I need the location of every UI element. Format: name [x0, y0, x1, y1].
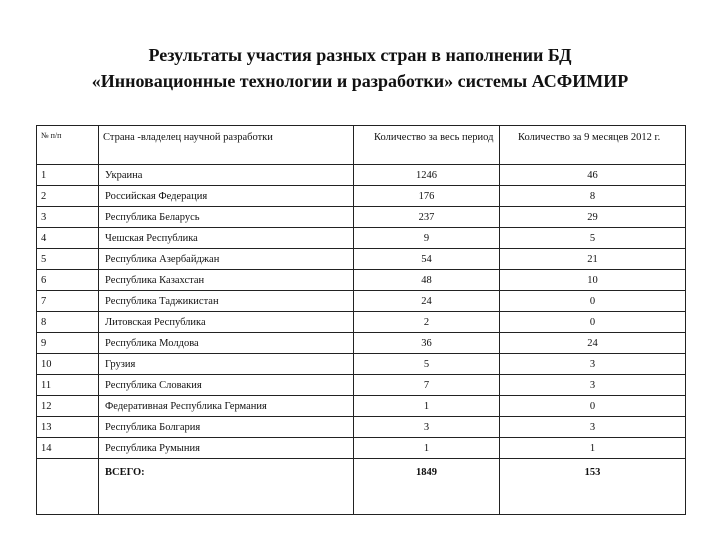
row-country: Федеративная Республика Германия [99, 396, 354, 417]
row-total: 5 [354, 354, 500, 375]
row-total: 237 [354, 207, 500, 228]
row-total: 1246 [354, 165, 500, 186]
row-number: 13 [37, 417, 99, 438]
row-total: 54 [354, 249, 500, 270]
row-number: 3 [37, 207, 99, 228]
row-number: 11 [37, 375, 99, 396]
row-country: Республика Болгария [99, 417, 354, 438]
row-country: Республика Румыния [99, 438, 354, 459]
header-total-period: Количество за весь период [354, 126, 500, 165]
row-total: 176 [354, 186, 500, 207]
row-number: 6 [37, 270, 99, 291]
row-nine-months: 3 [500, 354, 686, 375]
row-number: 10 [37, 354, 99, 375]
row-total: 1 [354, 396, 500, 417]
table-row [37, 270, 686, 291]
row-country: Литовская Республика [99, 312, 354, 333]
row-number: 5 [37, 249, 99, 270]
row-country: Чешская Республика [99, 228, 354, 249]
header-country: Страна -владелец научной разработки [99, 126, 354, 165]
title-line-1: Результаты участия разных стран в наполнении БД [148, 45, 572, 65]
results-table [36, 125, 686, 515]
row-total: 2 [354, 312, 500, 333]
page-title [0, 42, 720, 94]
totals-nine-months: 153 [500, 459, 686, 515]
totals-label: ВСЕГО: [99, 459, 354, 515]
row-number: 1 [37, 165, 99, 186]
row-nine-months: 10 [500, 270, 686, 291]
row-total: 24 [354, 291, 500, 312]
table-row [37, 207, 686, 228]
row-country: Республика Словакия [99, 375, 354, 396]
table-row [37, 333, 686, 354]
table-row [37, 312, 686, 333]
row-number: 9 [37, 333, 99, 354]
row-total: 1 [354, 438, 500, 459]
totals-total: 1849 [354, 459, 500, 515]
table-row [37, 354, 686, 375]
row-nine-months: 29 [500, 207, 686, 228]
row-number: 14 [37, 438, 99, 459]
row-nine-months: 5 [500, 228, 686, 249]
row-number: 7 [37, 291, 99, 312]
row-nine-months: 3 [500, 417, 686, 438]
row-total: 36 [354, 333, 500, 354]
row-number: 2 [37, 186, 99, 207]
title-line-2: «Инновационные технологии и разработки» системы АСФИМИР [91, 71, 629, 91]
row-nine-months: 1 [500, 438, 686, 459]
row-number: 8 [37, 312, 99, 333]
totals-empty-cell [37, 459, 99, 515]
table-row [37, 228, 686, 249]
header-nine-months: Количество за 9 месяцев 2012 г. [500, 126, 686, 165]
row-nine-months: 0 [500, 312, 686, 333]
row-country: Республика Беларусь [99, 207, 354, 228]
row-country: Республика Таджикистан [99, 291, 354, 312]
row-total: 48 [354, 270, 500, 291]
table-row [37, 375, 686, 396]
table-row [37, 438, 686, 459]
row-nine-months: 0 [500, 291, 686, 312]
row-country: Украина [99, 165, 354, 186]
table-row [37, 186, 686, 207]
row-country: Грузия [99, 354, 354, 375]
row-number: 4 [37, 228, 99, 249]
table-row [37, 396, 686, 417]
row-total: 7 [354, 375, 500, 396]
row-nine-months: 46 [500, 165, 686, 186]
row-country: Российская Федерация [99, 186, 354, 207]
row-nine-months: 24 [500, 333, 686, 354]
row-country: Республика Молдова [99, 333, 354, 354]
row-nine-months: 8 [500, 186, 686, 207]
table-row [37, 291, 686, 312]
row-nine-months: 21 [500, 249, 686, 270]
header-number: № п/п [37, 126, 99, 165]
row-nine-months: 3 [500, 375, 686, 396]
row-nine-months: 0 [500, 396, 686, 417]
table-row [37, 249, 686, 270]
table-header-row [37, 126, 686, 165]
row-country: Республика Казахстан [99, 270, 354, 291]
row-number: 12 [37, 396, 99, 417]
totals-row [37, 459, 686, 515]
row-total: 3 [354, 417, 500, 438]
row-total: 9 [354, 228, 500, 249]
table-row [37, 165, 686, 186]
table-row [37, 417, 686, 438]
row-country: Республика Азербайджан [99, 249, 354, 270]
